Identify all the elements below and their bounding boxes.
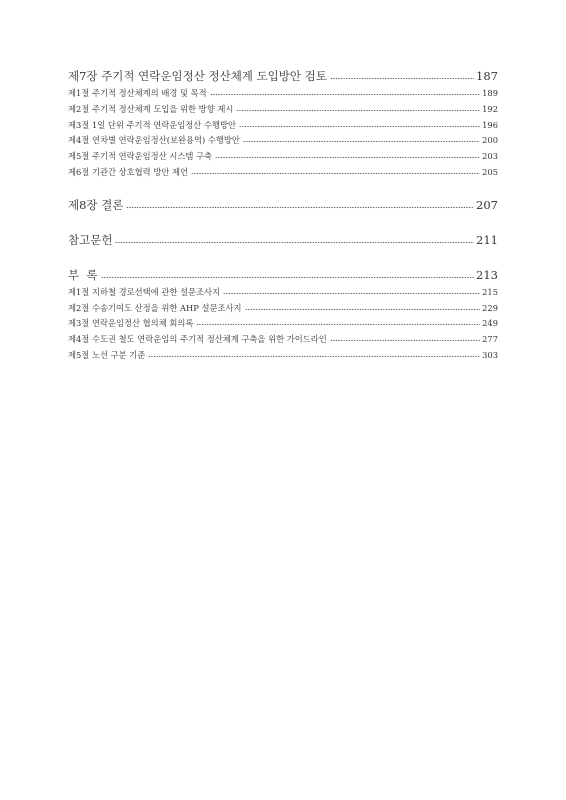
toc-item-title: 제3절 1일 단위 주기적 연락운임정산 수행방안 <box>68 119 237 130</box>
dot-leader <box>115 235 474 244</box>
toc-item-title: 제5절 주기적 연락운임정산 시스템 구축 <box>68 151 213 162</box>
dot-leader <box>196 320 480 327</box>
toc-page-number: 303 <box>482 349 498 360</box>
toc-item[interactable] <box>68 285 498 301</box>
toc-page-number: 187 <box>476 69 498 83</box>
dot-leader <box>126 200 474 209</box>
toc-page-number: 189 <box>482 88 498 98</box>
toc-item[interactable] <box>68 118 498 134</box>
toc-chapter-title: 참고문헌 <box>68 232 113 247</box>
dot-leader <box>236 105 480 112</box>
toc-item[interactable] <box>68 86 498 102</box>
toc-page-number: 277 <box>482 334 498 345</box>
toc-item[interactable] <box>68 133 498 149</box>
dot-leader <box>330 71 474 80</box>
toc-page-number: 229 <box>482 302 498 313</box>
toc-item[interactable] <box>68 301 498 317</box>
toc-page-number: 196 <box>482 119 498 130</box>
toc-page-number: 203 <box>482 151 498 162</box>
toc-chapter-8[interactable] <box>68 195 498 215</box>
spacer <box>68 181 498 195</box>
dot-leader <box>223 288 480 295</box>
spacer <box>68 250 498 265</box>
toc-page-number: 249 <box>482 318 498 329</box>
toc-item-title: 제4절 연차별 연락운임정산(보완용역) 수행방안 <box>68 135 240 146</box>
toc-page-number: 200 <box>482 135 498 146</box>
toc-page-number: 192 <box>482 103 498 114</box>
dot-leader <box>210 89 480 96</box>
toc-item-title: 제1절 지하철 경로선택에 관한 설문조사지 <box>68 286 221 297</box>
dot-leader <box>245 304 481 311</box>
table-of-contents <box>68 66 498 364</box>
toc-appendix[interactable] <box>68 265 498 285</box>
toc-chapter-title: 제7장 주기적 연락운임정산 정산체계 도입방안 검토 <box>68 69 327 83</box>
toc-item-title: 제1절 주기적 정산체계의 배경 및 목적 <box>68 88 207 98</box>
toc-item[interactable] <box>68 316 498 332</box>
toc-item-title: 제2절 수송기여도 산정을 위한 AHP 설문조사지 <box>68 302 242 313</box>
dot-leader <box>330 336 480 343</box>
toc-page-number: 207 <box>476 197 498 212</box>
toc-page-number: 211 <box>476 232 498 247</box>
toc-item[interactable] <box>68 102 498 118</box>
toc-item-title: 제6절 기관간 상호협력 방안 제언 <box>68 166 189 177</box>
toc-chapter-title: 제8장 결론 <box>68 197 124 212</box>
toc-item-title: 제3절 연락운임정산 협의체 회의록 <box>68 318 194 329</box>
toc-chapter-title: 부 록 <box>68 267 98 282</box>
toc-page-number: 213 <box>476 267 498 282</box>
toc-item-title: 제4절 수도권 철도 연락운임의 주기적 정산체계 구축을 위한 가이드라인 <box>68 334 327 345</box>
dot-leader <box>239 121 480 128</box>
toc-item[interactable] <box>68 149 498 165</box>
toc-page-number: 215 <box>482 286 498 297</box>
dot-leader <box>191 168 480 175</box>
toc-item[interactable] <box>68 165 498 181</box>
toc-page-number: 205 <box>482 166 498 177</box>
toc-chapter-7[interactable] <box>68 66 498 86</box>
toc-item-title: 제2절 주기적 정산체계 도입을 위한 방향 제시 <box>68 103 234 114</box>
toc-item-title: 제5절 노선 구분 기준 <box>68 349 146 360</box>
toc-item[interactable] <box>68 348 498 364</box>
toc-item[interactable] <box>68 332 498 348</box>
dot-leader <box>215 153 480 160</box>
dot-leader <box>243 137 480 144</box>
spacer <box>68 215 498 230</box>
dot-leader <box>101 270 475 279</box>
toc-references[interactable] <box>68 230 498 250</box>
dot-leader <box>148 351 480 358</box>
